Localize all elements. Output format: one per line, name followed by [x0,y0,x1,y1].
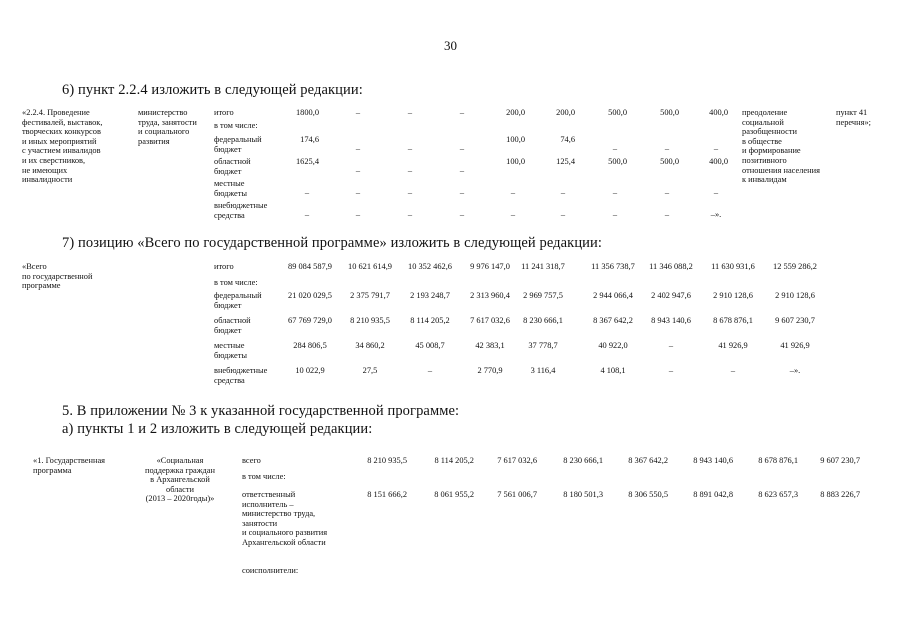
executor-name [138,108,197,146]
value-cell: – [355,188,361,197]
row-label-line: ответственный [242,490,296,499]
row-label-line: занятости [242,518,278,528]
value-cell: 8 678 876,1 [758,456,798,465]
value-cell: – [427,366,433,375]
program-label-line: программа [33,465,72,475]
value-cell: 2 944 066,4 [593,291,633,300]
value-cell: 2 910 128,6 [713,291,753,300]
value-cell: – [304,188,310,197]
value-cell: 74,6 [560,135,575,144]
value-cell: – [355,108,361,117]
row-label-line: внебюджетные [214,201,268,210]
row-label [214,121,258,131]
row-label-line: итого [214,262,234,271]
value-cell: – [668,341,674,350]
row-label-line: бюджет [214,166,242,176]
row-label-line: федеральный [214,291,262,300]
row-label-line: областной [214,157,251,166]
value-cell: – [407,210,413,219]
value-cell: – [560,188,566,197]
value-cell: 89 084 587,9 [288,262,332,271]
executor-name-line: труда, занятости [138,117,197,127]
row-label [214,108,234,118]
value-cell: – [407,188,413,197]
value-cell: 41 926,9 [780,341,810,350]
event-name-line: с участием инвалидов [22,146,101,156]
row-label [214,179,247,198]
program-label-line: «1. Государственная [33,456,106,465]
program-title-line: поддержка граждан [145,465,215,475]
value-cell: 8 367 642,2 [628,456,668,465]
row-label [214,157,251,176]
value-cell: 10 352 462,6 [408,262,452,271]
value-cell: – [612,188,618,197]
value-cell: 8 306 550,5 [628,490,668,499]
row-label [242,490,327,548]
value-cell: 2 402 947,6 [651,291,691,300]
value-cell: – [510,210,516,219]
value-cell: – [304,210,310,219]
program-title-line: «Социальная [156,456,204,465]
value-cell: – [730,366,736,375]
value-cell: 34 860,2 [355,341,385,350]
value-cell: 12 559 286,2 [773,262,817,271]
value-cell: 41 926,9 [718,341,748,350]
value-cell: – [459,166,465,175]
value-cell: 8 180 501,3 [563,490,603,499]
value-cell: 8 230 666,1 [563,456,603,465]
reference-text-line: пункт 41 [836,108,868,117]
value-cell: 174,6 [300,135,319,144]
row-label-line: в том числе: [242,472,286,481]
value-cell: 8 891 042,8 [693,490,733,499]
value-cell: – [668,366,674,375]
value-cell: – [355,144,361,153]
value-cell: 400,0 [709,108,728,117]
value-cell: –». [789,366,801,375]
value-cell: 10 621 614,9 [348,262,392,271]
value-cell: 8 210 935,5 [367,456,407,465]
value-cell: 2 910 128,6 [775,291,815,300]
item5-heading: 5. В приложении № 3 к указанной государственной программе: [62,403,460,419]
value-cell: 2 193 248,7 [410,291,450,300]
event-name-line: и иных мероприятий [22,136,97,146]
value-cell: 8 883 226,7 [820,490,860,499]
program-title-line: области [166,484,194,494]
value-cell: 11 346 088,2 [649,262,693,271]
row-label-line: федеральный [214,135,262,144]
value-cell: 1800,0 [295,108,319,117]
value-cell: – [407,144,413,153]
value-cell: – [713,188,719,197]
executor-name-line: министерство [138,108,188,117]
value-cell: – [459,144,465,153]
value-cell: – [459,210,465,219]
event-name-line: творческих конкурсов [22,127,101,137]
row-label-line: бюджеты [214,350,248,360]
row-label-line: в том числе: [214,278,258,287]
value-cell: 8 061 955,2 [434,490,474,499]
value-cell: – [612,210,618,219]
value-cell: 7 617 032,6 [470,316,510,325]
value-cell: 1625,4 [295,157,319,166]
value-cell: 7 561 006,7 [497,490,537,499]
page-number: 30 [444,38,457,53]
row-label-line: внебюджетные [214,366,268,375]
executor-name-line: и социального [138,127,190,137]
value-cell: – [355,210,361,219]
row-label-line: средства [214,210,245,220]
value-cell: – [459,108,465,117]
value-cell: 27,5 [362,366,378,375]
value-cell: 2 375 791,7 [350,291,390,300]
item5-subheading: а) пункты 1 и 2 изложить в следующей редакции: [62,421,373,437]
row-label-line: всего [242,456,261,465]
row-label-line: бюджеты [214,188,248,198]
value-cell: 500,0 [608,157,627,166]
result-text-line: отношения населения [742,165,820,175]
program-title [140,456,220,504]
value-cell: 21 020 029,5 [288,291,332,300]
value-cell: 9 607 230,7 [775,316,815,325]
value-cell: – [664,188,670,197]
value-cell: 9 607 230,7 [820,456,860,465]
row-label-line: местные [214,179,245,188]
row-label [214,135,262,154]
result-text-line: позитивного [742,155,787,165]
event-name-line: инвалидности [22,175,73,185]
value-cell: 8 678 876,1 [713,316,753,325]
result-text-line: и формирование [742,146,801,156]
value-cell: 42 383,1 [475,341,505,350]
program-total-name-line: программе [22,281,61,291]
event-name-line: фестивалей, выставок, [22,117,103,127]
row-label [242,566,298,576]
program-total-name-line: «Всего [22,262,47,271]
row-label-line: соисполнители: [242,566,299,575]
row-label-line: и социального развития [242,528,328,538]
value-cell: 8 114 205,2 [410,316,450,325]
row-label [214,366,267,385]
row-label-line: бюджет [214,144,242,154]
reference-text [836,108,871,127]
value-cell: 3 116,4 [530,366,556,375]
row-label-line: итого [214,108,234,117]
result-text-line: к инвалидам [742,175,787,185]
value-cell: 9 976 147,0 [470,262,510,271]
row-label-line: областной [214,316,251,325]
value-cell: 8 230 666,1 [523,316,563,325]
value-cell: 67 769 729,0 [288,316,332,325]
value-cell: 100,0 [506,157,525,166]
value-cell: 200,0 [556,108,575,117]
result-text-line: преодоление [742,108,788,117]
event-name-line: не имеющих [22,165,68,175]
value-cell: – [407,108,413,117]
row-label-line: в том числе: [214,121,258,130]
item7-heading: 7) позицию «Всего по государственной программе» изложить в следующей редакции: [62,235,603,251]
value-cell: – [664,144,670,153]
value-cell: – [407,166,413,175]
row-label [214,291,262,310]
value-cell: 4 108,1 [600,366,626,375]
row-label-line: Архангельской области [242,537,326,547]
value-cell: –». [710,210,722,219]
executor-name-line: развития [138,136,170,146]
value-cell: 500,0 [660,108,679,117]
row-label-line: бюджет [214,300,242,310]
row-label [242,456,261,466]
result-text-line: социальной [742,117,784,127]
value-cell: 37 778,7 [528,341,558,350]
value-cell: 8 151 666,2 [367,490,407,499]
value-cell: – [510,188,516,197]
row-label [242,472,286,482]
value-cell: – [664,210,670,219]
result-text [742,108,820,185]
row-label [214,278,258,288]
result-text-line: разобщенности [742,127,797,137]
value-cell: 500,0 [660,157,679,166]
program-title-line: в Архангельской [150,475,210,485]
event-name-line: «2.2.4. Проведение [22,108,90,117]
row-label-line: исполнитель – [242,499,294,509]
reference-text-line: перечня»; [836,117,871,127]
row-label [214,201,267,220]
value-cell: 200,0 [506,108,525,117]
value-cell: 8 367 642,2 [593,316,633,325]
value-cell: 125,4 [556,157,575,166]
value-cell: 284 806,5 [293,341,327,350]
program-title-line: (2013 – 2020годы)» [145,494,215,504]
value-cell: 400,0 [709,157,728,166]
event-name-line: и их сверстников, [22,155,86,165]
value-cell: 2 969 757,5 [523,291,563,300]
value-cell: 11 630 931,6 [711,262,755,271]
value-cell: 8 943 140,6 [651,316,691,325]
value-cell: 8 943 140,6 [693,456,733,465]
value-cell: 7 617 032,6 [497,456,537,465]
value-cell: – [459,188,465,197]
result-text-line: в обществе [742,136,782,146]
row-label [214,262,234,272]
row-label [214,341,247,360]
value-cell: 100,0 [506,135,525,144]
row-label-line: бюджет [214,325,242,335]
program-total-name [22,262,92,291]
item6-heading: 6) пункт 2.2.4 изложить в следующей редакции: [62,82,363,98]
row-label-line: министерство труда, [242,509,316,519]
value-cell: 8 210 935,5 [350,316,390,325]
value-cell: – [612,144,618,153]
value-cell: 11 356 738,7 [591,262,635,271]
value-cell: – [355,166,361,175]
value-cell: 11 241 318,7 [521,262,565,271]
value-cell: 45 008,7 [415,341,445,350]
value-cell: – [713,144,719,153]
row-label-line: средства [214,375,245,385]
value-cell: – [560,210,566,219]
event-name [22,108,102,185]
value-cell: 8 623 657,3 [758,490,798,499]
value-cell: 2 313 960,4 [470,291,510,300]
program-label [33,456,105,475]
value-cell: 10 022,9 [295,366,325,375]
row-label-line: местные [214,341,245,350]
value-cell: 40 922,0 [598,341,628,350]
value-cell: 2 770,9 [477,366,503,375]
row-label [214,316,251,335]
value-cell: 500,0 [608,108,627,117]
value-cell: 8 114 205,2 [434,456,474,465]
program-total-name-line: по государственной [22,271,93,281]
